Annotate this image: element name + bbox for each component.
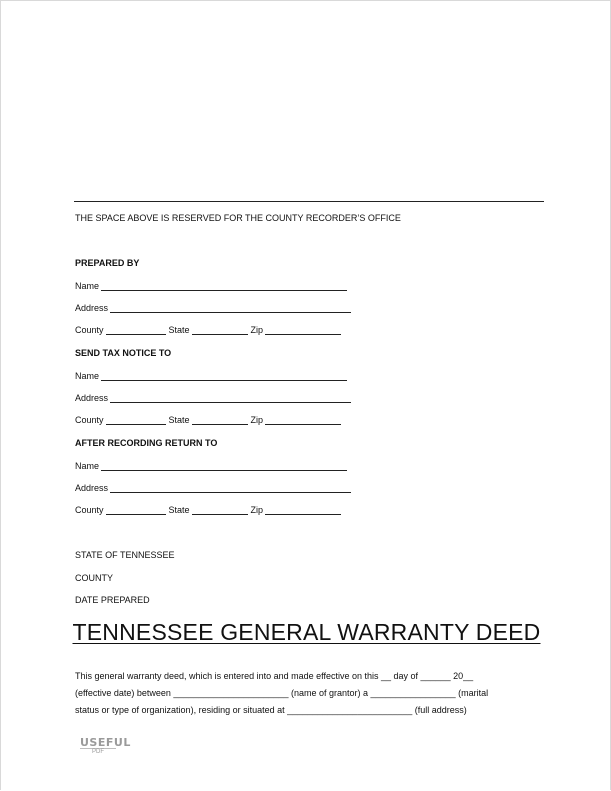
tax-notice-county-field[interactable] <box>106 415 166 425</box>
return-to-zip-field[interactable] <box>265 505 341 515</box>
state-label: State <box>168 325 190 335</box>
state-label: State <box>168 505 190 515</box>
county-label: County <box>75 505 104 515</box>
state-of-tennessee: STATE OF TENNESSEE <box>75 550 175 560</box>
return-to-name-row <box>75 461 350 471</box>
body-line-2: (effective date) between _______________________ (name of grantor) a _________________ (marital <box>75 688 489 698</box>
prepared-by-location-row <box>75 325 344 335</box>
section-heading-after-recording: AFTER RECORDING RETURN TO <box>75 438 218 448</box>
tax-notice-name-field[interactable] <box>101 371 347 381</box>
recorder-space-divider <box>74 201 544 202</box>
prepared-by-address-field[interactable] <box>110 303 351 313</box>
reserved-space-note: THE SPACE ABOVE IS RESERVED FOR THE COUNTY RECORDER’S OFFICE <box>75 213 401 223</box>
zip-label: Zip <box>250 415 264 425</box>
deed-title <box>1 619 611 646</box>
section-heading-prepared-by: PREPARED BY <box>75 258 140 268</box>
return-to-county-field[interactable] <box>106 505 166 515</box>
tax-notice-name-row <box>75 371 350 381</box>
prepared-by-name-row <box>75 281 350 291</box>
county-label: County <box>75 325 104 335</box>
tax-notice-address-row <box>75 393 354 403</box>
return-to-name-field[interactable] <box>101 461 347 471</box>
body-line-1: This general warranty deed, which is entered into and made effective on this __ day of ______ 20__ <box>75 671 474 681</box>
body-line-3: status or type of organization), residing or situated at _________________________ (full address) <box>75 705 467 715</box>
logo-sub-text: PDF <box>80 748 116 755</box>
name-label: Name <box>75 461 100 471</box>
name-label: Name <box>75 371 100 381</box>
section-heading-send-tax-notice: SEND TAX NOTICE TO <box>75 348 172 358</box>
return-to-address-row <box>75 483 354 493</box>
tax-notice-zip-field[interactable] <box>265 415 341 425</box>
date-prepared-line: DATE PREPARED <box>75 595 150 605</box>
zip-label: Zip <box>250 325 264 335</box>
address-label: Address <box>75 483 109 493</box>
deed-body-paragraph <box>75 668 545 719</box>
prepared-by-state-field[interactable] <box>192 325 248 335</box>
usefulpdf-logo <box>80 736 131 758</box>
prepared-by-zip-field[interactable] <box>265 325 341 335</box>
return-to-state-field[interactable] <box>192 505 248 515</box>
name-label: Name <box>75 281 100 291</box>
zip-label: Zip <box>250 505 264 515</box>
return-to-location-row <box>75 505 344 515</box>
prepared-by-name-field[interactable] <box>101 281 347 291</box>
tax-notice-address-field[interactable] <box>110 393 351 403</box>
deed-title-text: TENNESSEE GENERAL WARRANTY DEED <box>72 619 541 645</box>
return-to-address-field[interactable] <box>110 483 351 493</box>
county-label: County <box>75 415 104 425</box>
prepared-by-county-field[interactable] <box>106 325 166 335</box>
county-line: COUNTY <box>75 573 113 583</box>
prepared-by-address-row <box>75 303 354 313</box>
address-label: Address <box>75 303 109 313</box>
tax-notice-state-field[interactable] <box>192 415 248 425</box>
state-label: State <box>168 415 190 425</box>
address-label: Address <box>75 393 109 403</box>
tax-notice-location-row <box>75 415 344 425</box>
logo-main-text: USEFUL <box>80 736 131 749</box>
